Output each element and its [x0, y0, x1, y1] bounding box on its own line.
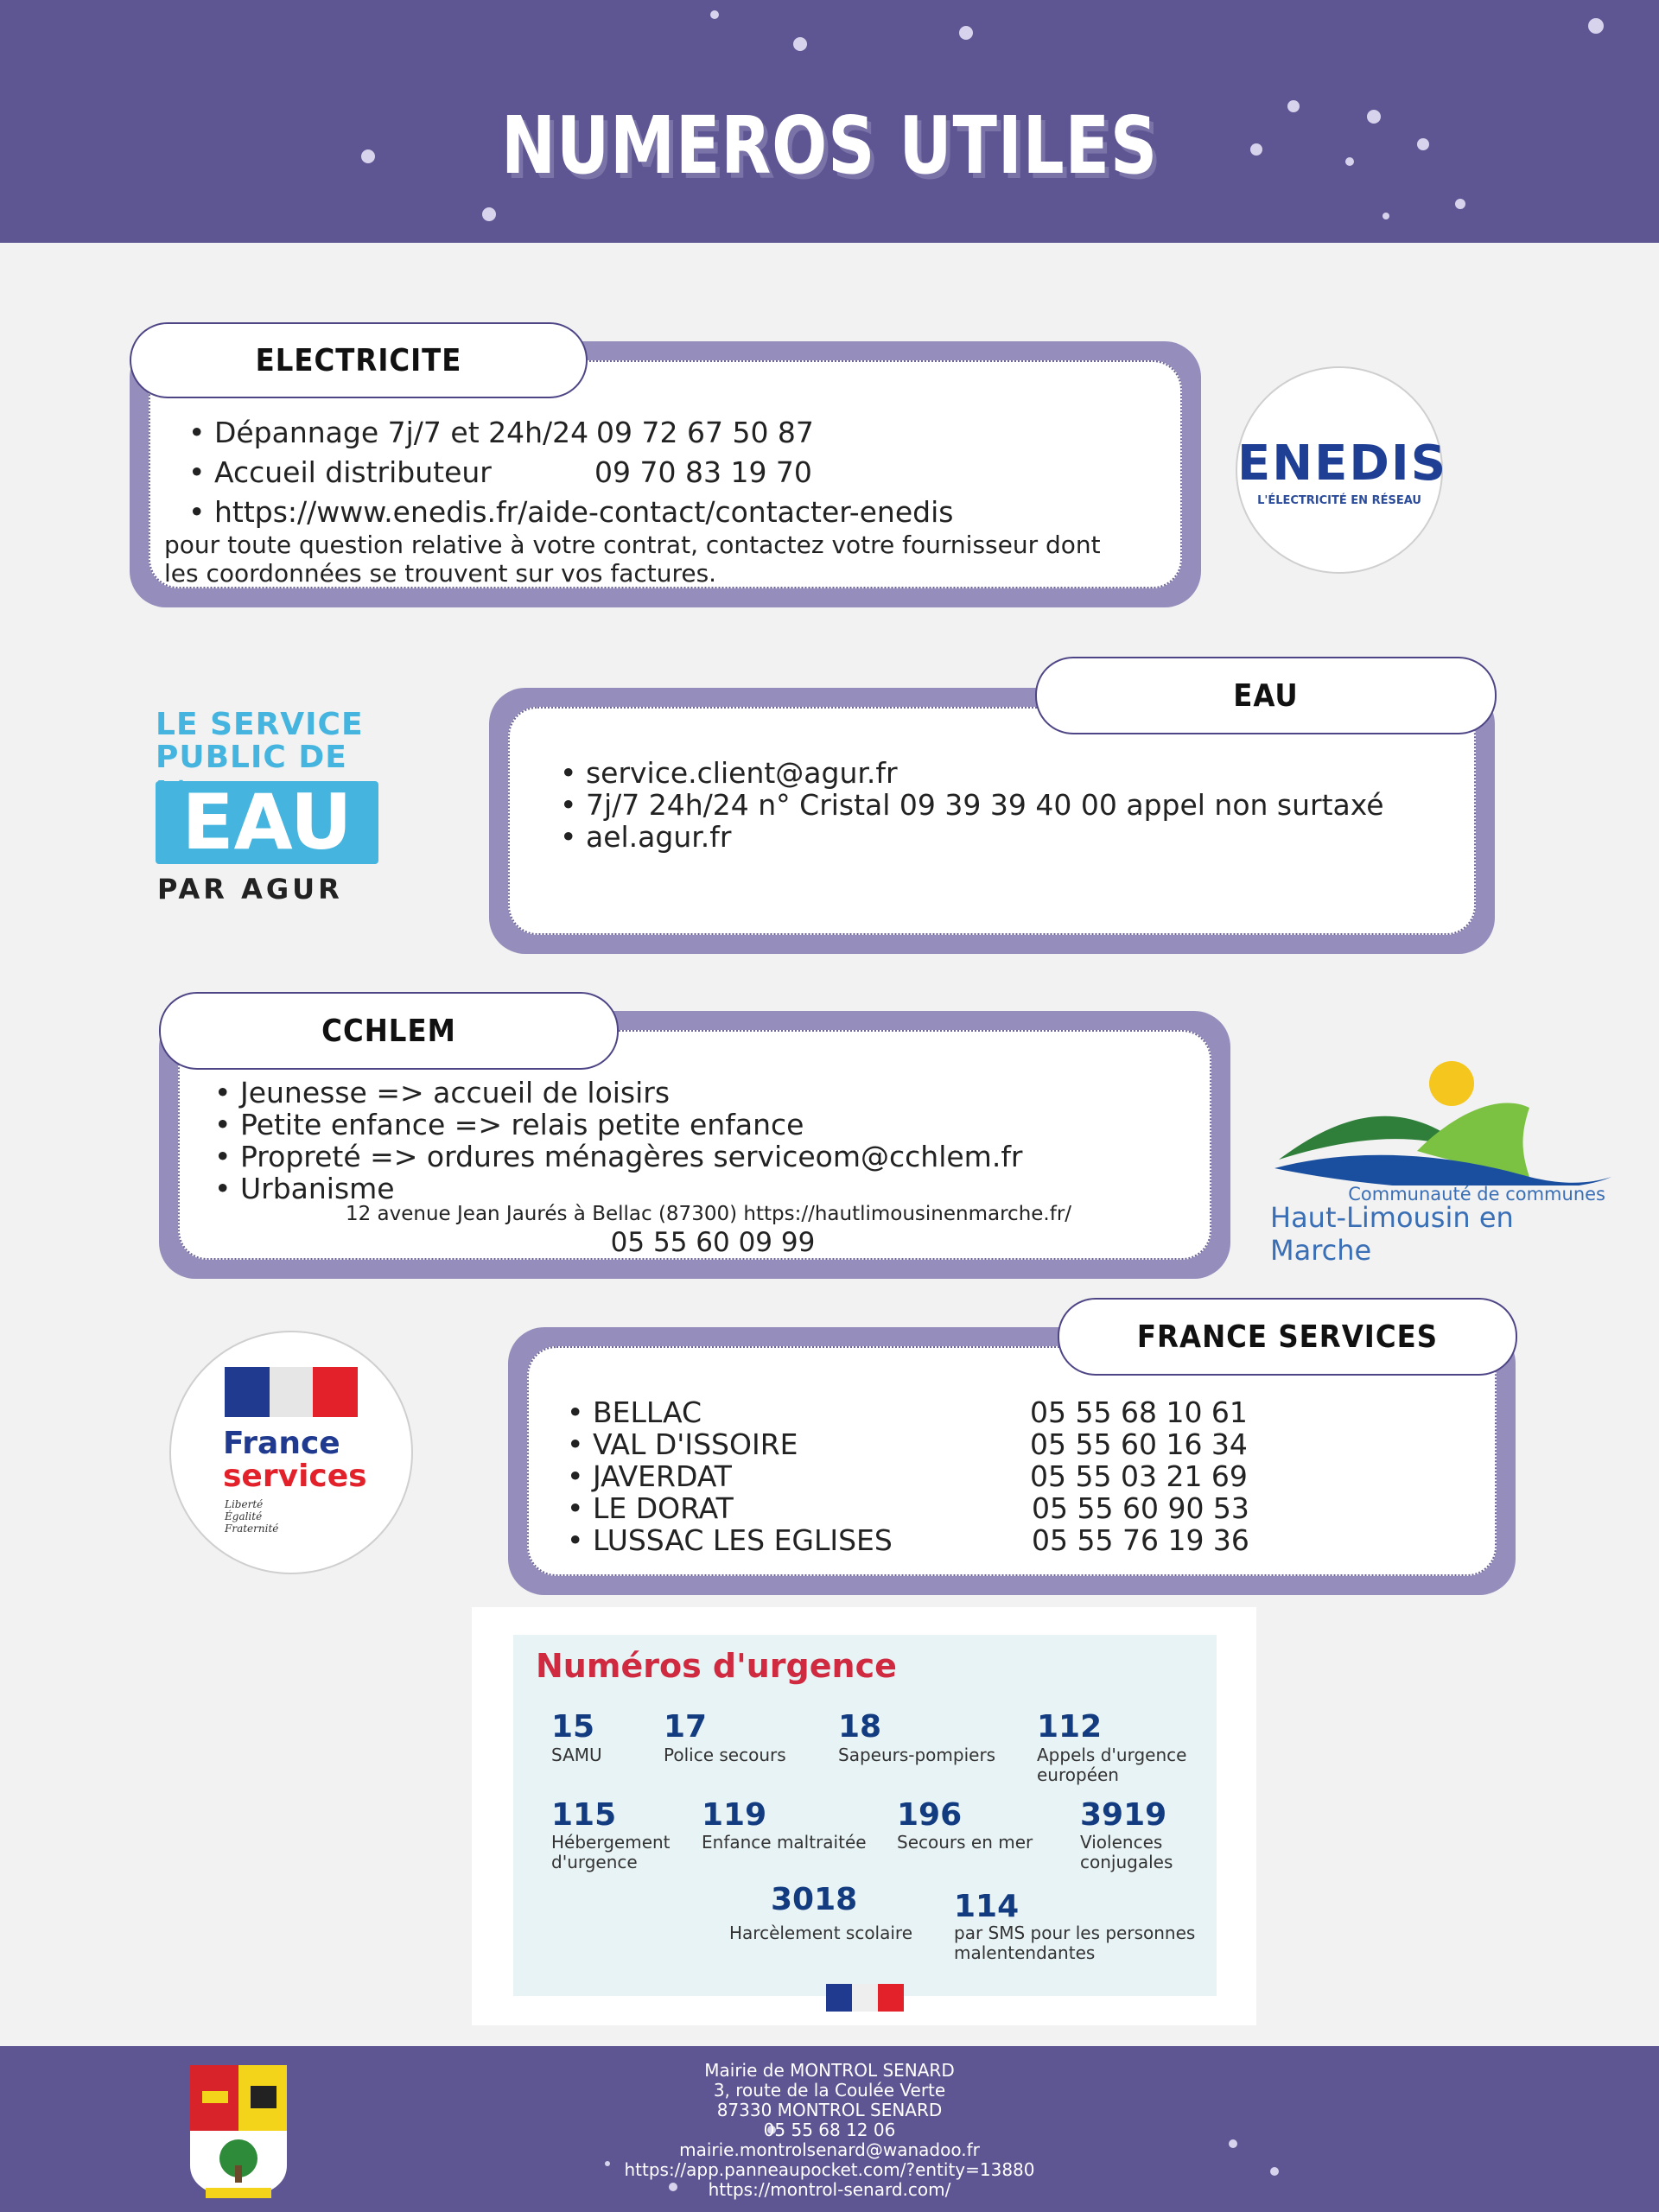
cchlem-phone: 05 55 60 09 99 [610, 1227, 816, 1258]
urgence-number: 115 [551, 1797, 617, 1833]
urgence-label: Sapeurs-pompiers [838, 1745, 996, 1765]
electricite-link[interactable]: • https://www.enedis.fr/aide-contact/contacter-enedis [188, 496, 953, 528]
urgence-label: Enfance maltraitée [702, 1832, 867, 1853]
urgence-number: 18 [838, 1709, 882, 1745]
cchlem-item: • Propreté => ordures ménagères serviceom@cchlem.fr [214, 1141, 1023, 1173]
footer-city: 87330 MONTROL SENARD [716, 2100, 943, 2120]
eau-list [560, 757, 1384, 853]
footer-address: 3, route de la Coulée Verte [713, 2080, 946, 2101]
cchlem-title: CCHLEM [159, 992, 619, 1070]
urgence-number: 112 [1037, 1709, 1103, 1745]
footer-panneaupocket-link[interactable]: https://app.panneaupocket.com/?entity=13880 [624, 2159, 1035, 2180]
urgence-number: 15 [551, 1709, 595, 1745]
urgence-label: Harcèlement scolaire [729, 1923, 913, 1943]
haut-limousin-emblem [1270, 1056, 1616, 1185]
cchlem-list [214, 1077, 1023, 1205]
page-title: NUMEROS UTILES [500, 99, 1159, 192]
urgence-number: 3919 [1080, 1797, 1167, 1833]
eau-title: EAU [1035, 657, 1497, 734]
electricite-note: pour toute question relative à votre contrat, contactez votre fournisseur dont les coordonnées se trouvent sur vos factures. [164, 531, 1101, 588]
footer-mairie-name: Mairie de MONTROL SENARD [704, 2060, 955, 2081]
urgence-label: Appels d'urgence européen [1037, 1745, 1187, 1785]
eau-item-phone: • 7j/7 24h/24 n° Cristal 09 39 39 40 00 appel non surtaxé [560, 789, 1384, 821]
france-services-row: • LUSSAC LES EGLISES 05 55 76 19 36 [567, 1524, 1258, 1556]
france-services-row: • BELLAC 05 55 68 10 61 [567, 1396, 1258, 1428]
footer-phone: 05 55 68 12 06 [763, 2120, 896, 2140]
eau-item-site[interactable]: • ael.agur.fr [560, 821, 1384, 853]
cchlem-item: • Urbanisme [214, 1173, 1023, 1205]
urgence-number: 196 [897, 1797, 963, 1833]
electricite-item: • Accueil distributeur 09 70 83 19 70 [188, 456, 492, 488]
marianne-blue-icon [225, 1367, 270, 1417]
cchlem-item: • Jeunesse => accueil de loisirs [214, 1077, 1023, 1109]
electricite-title: ELECTRICITE [130, 322, 588, 398]
cchlem-address: 12 avenue Jean Jaurés à Bellac (87300) https://hautlimousinenmarche.fr/ [345, 1203, 1072, 1225]
footer [0, 2046, 1659, 2212]
republique-flag-icon [826, 1984, 904, 2012]
montrol-senard-crest [187, 2062, 290, 2202]
footer-website-link[interactable]: https://montrol-senard.com/ [708, 2179, 951, 2200]
urgence-label: par SMS pour les personnes malentendantes [954, 1923, 1196, 1963]
urgence-title: Numéros d'urgence [536, 1647, 897, 1685]
urgence-infographic [472, 1607, 1256, 2025]
urgence-label: Violences conjugales [1080, 1832, 1173, 1872]
urgence-label: Police secours [664, 1745, 786, 1765]
france-services-title: FRANCE SERVICES [1058, 1298, 1517, 1376]
header-banner [0, 0, 1659, 243]
urgence-label: Hébergement d'urgence [551, 1832, 671, 1872]
urgence-number: 114 [954, 1889, 1020, 1924]
urgence-number: 119 [702, 1797, 767, 1833]
electricite-item: • Dépannage 7j/7 et 24h/24 09 72 67 50 87 [188, 416, 588, 448]
agur-eau-logo: LE SERVICE PUBLIC DE EAU PAR AGUR [156, 707, 382, 906]
urgence-number: 17 [664, 1709, 708, 1745]
haut-limousin-logo: Communauté de communes Haut-Limousin en Marche [1270, 1056, 1616, 1237]
urgence-number: 3018 [771, 1882, 858, 1917]
france-services-list [567, 1396, 1258, 1556]
france-services-logo: France services Liberté Égalité Fraternité [169, 1331, 413, 1574]
cchlem-item: • Petite enfance => relais petite enfance [214, 1109, 1023, 1141]
france-services-row: • JAVERDAT 05 55 03 21 69 [567, 1460, 1258, 1492]
eau-item-email[interactable]: • service.client@agur.fr [560, 757, 1384, 789]
enedis-logo: ENEDIS L'ÉLECTRICITÉ EN RÉSEAU [1236, 366, 1443, 574]
france-services-row: • LE DORAT 05 55 60 90 53 [567, 1492, 1258, 1524]
urgence-label: SAMU [551, 1745, 602, 1765]
urgence-label: Secours en mer [897, 1832, 1033, 1853]
france-services-row: • VAL D'ISSOIRE 05 55 60 16 34 [567, 1428, 1258, 1460]
footer-email[interactable]: mairie.montrolsenard@wanadoo.fr [679, 2139, 980, 2160]
